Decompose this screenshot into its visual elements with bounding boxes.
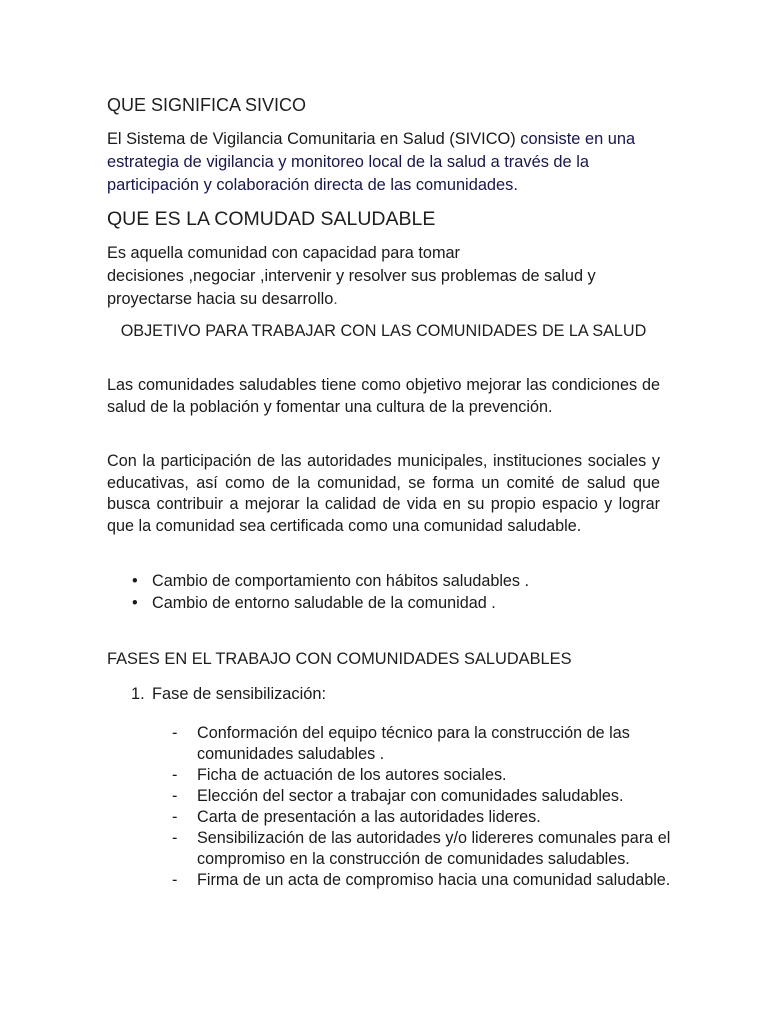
definition-paragraph <box>107 242 660 311</box>
step-text: Firma de un acta de compromiso hacia una comunidad saludable. <box>197 871 671 889</box>
bullet-item <box>107 592 660 614</box>
bullet-text: Cambio de comportamiento con hábitos saludables . <box>152 572 530 590</box>
phase-item <box>107 683 660 705</box>
dash-marker: - <box>172 724 178 742</box>
step-text: Carta de presentación a las autoridades lideres. <box>197 808 541 826</box>
step-item <box>172 786 672 807</box>
bullet-item <box>107 570 660 592</box>
step-item <box>172 807 672 828</box>
step-item <box>172 765 672 786</box>
heading-fases: FASES EN EL TRABAJO CON COMUNIDADES SALUDABLES <box>107 650 572 668</box>
sivico-paragraph-part2: consiste en una estrategia de vigilancia y monitoreo local de la salud a través de la participación y colaboración directa de las comunidades <box>107 130 636 194</box>
definition-line-3: proyectarse hacia su desarrollo <box>107 290 334 308</box>
bullet-marker: • <box>132 572 138 590</box>
step-text: Elección del sector a trabajar con comunidades saludables. <box>197 787 624 805</box>
heading-objetivo: OBJETIVO PARA TRABAJAR CON LAS COMUNIDADES DE LA SALUD <box>120 322 647 340</box>
heading-comunidad-saludable: QUE ES LA COMUDAD SALUDABLE <box>107 208 436 230</box>
dash-marker: - <box>172 766 178 784</box>
dash-marker: - <box>172 787 178 805</box>
sivico-paragraph-part1: El Sistema de Vigilancia Comunitaria en Salud (SIVICO) <box>107 130 521 148</box>
dash-marker: - <box>172 829 178 847</box>
dash-marker: - <box>172 871 178 889</box>
step-item <box>172 870 672 891</box>
step-text: Sensibilización de las autoridades y/o lidereres comunales para el compromiso en la construcción de comunidades saludables. <box>197 829 671 868</box>
bullet-list <box>107 570 660 614</box>
phase-list <box>107 683 660 705</box>
dash-marker: - <box>172 808 178 826</box>
bullet-marker: • <box>132 594 138 612</box>
sivico-paragraph-end: . <box>513 176 518 194</box>
heading-que-significa-sivico: QUE SIGNIFICA SIVICO <box>107 95 307 115</box>
sivico-paragraph <box>107 128 660 197</box>
participacion-paragraph: Con la participación de las autoridades municipales, instituciones sociales y educativas, así como de la comunidad, se forma un comité de salud que busca contribuir a mejorar la calidad de vida en su propio espacio y lograr que la comunidad sea certificada como una comunidad saludable. <box>107 452 660 535</box>
definition-end: . <box>333 290 338 308</box>
definition-line-2: decisiones ,negociar ,intervenir y resolver sus problemas de salud y <box>107 267 596 285</box>
step-item <box>172 828 672 870</box>
step-item <box>172 723 672 765</box>
step-text: Ficha de actuación de los autores sociales. <box>197 766 507 784</box>
phase-number: 1. <box>131 685 145 703</box>
step-text: Conformación del equipo técnico para la construcción de las comunidades saludables . <box>197 724 630 763</box>
objetivo-paragraph: Las comunidades saludables tiene como objetivo mejorar las condiciones de salud de la población y fomentar una cultura de la prevención. <box>107 376 660 416</box>
bullet-text: Cambio de entorno saludable de la comunidad . <box>152 594 496 612</box>
steps-list <box>172 723 672 891</box>
definition-line-1: Es aquella comunidad con capacidad para tomar <box>107 244 460 262</box>
phase-label: Fase de sensibilización: <box>152 685 327 703</box>
